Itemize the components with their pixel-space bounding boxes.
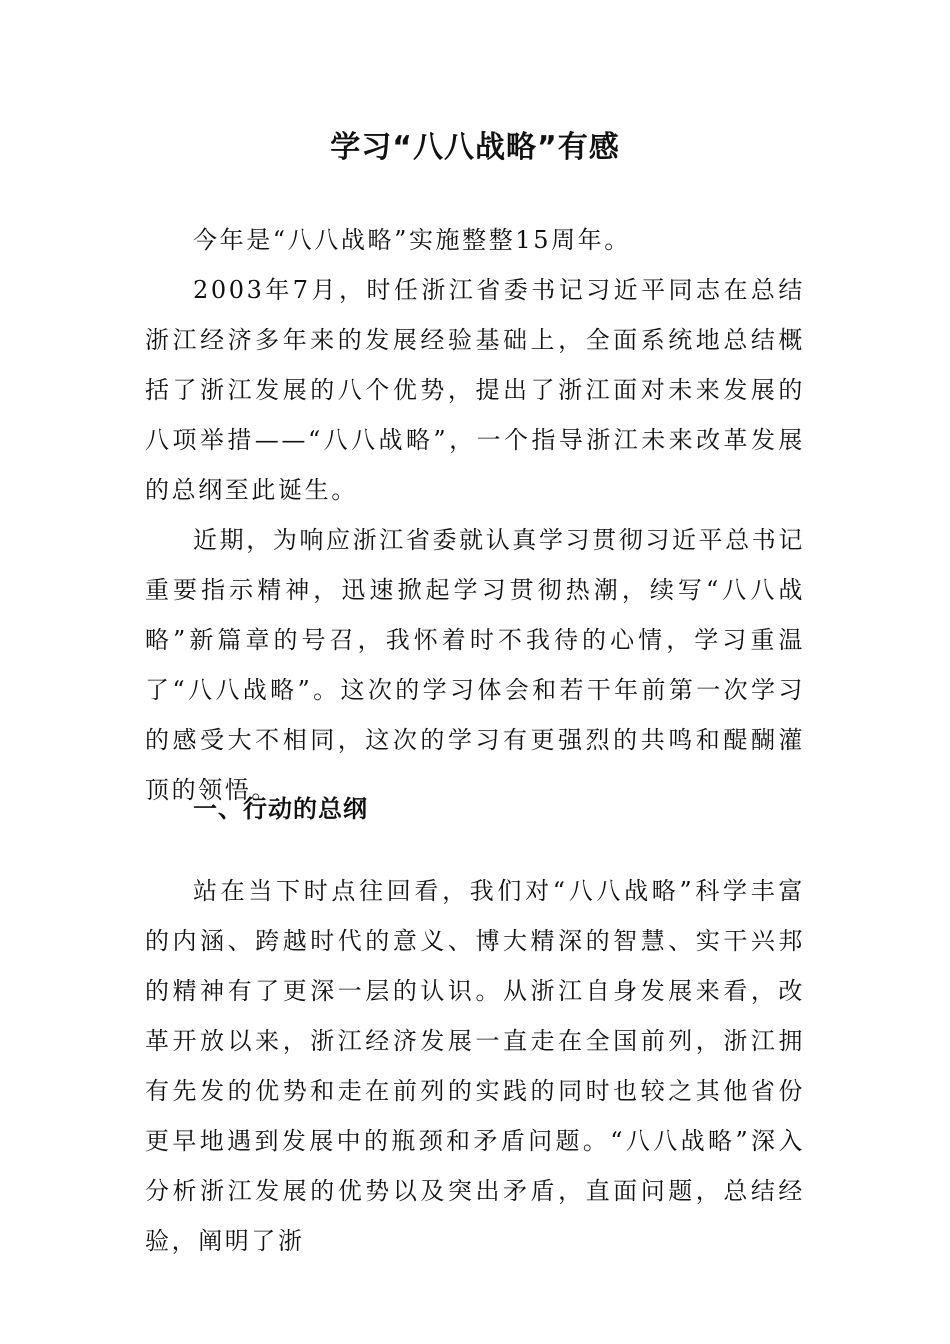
paragraph-anniversary: 今年是“八八战略”实施整整15周年。 (193, 226, 631, 254)
paragraph-section-body: 站在当下时点往回看，我们对“八八战略”科学丰富的内涵、跨越时代的意义、博大精深的智慧、实干兴邦的精神有了更深一层的认识。从浙江自身发展来看，改革开放以来，浙江经济发展一直走在全国前列，浙江拥有先发的优势和走在前列的实践的同时也较之其他省份更早地遇到发展中的瓶颈和矛盾问题。“八八战略”深入分析浙江发展的优势以及突出矛盾，直面问题，总结经验，阐明了浙 (145, 877, 805, 1255)
section-heading: 一、行动的总纲 (193, 795, 368, 823)
document-title: 学习“八八战略”有感 (330, 130, 620, 165)
paragraph-history: 2003年7月，时任浙江省委书记习近平同志在总结浙江经济多年来的发展经验基础上，全面系统地总结概括了浙江发展的八个优势，提出了浙江面对未来发展的八项举措——“八八战略”，一个指导浙江未来改革发展的总纲至此诞生。 (145, 276, 805, 504)
intro-text-block (145, 215, 805, 815)
section-text-block (145, 866, 805, 1266)
paragraph-recent-study: 近期，为响应浙江省委就认真学习贯彻习近平总书记重要指示精神，迅速掀起学习贯彻热潮，续写“八八战略”新篇章的号召，我怀着时不我待的心情，学习重温了“八八战略”。这次的学习体会和若干年前第一次学习的感受大不相同，这次的学习有更强烈的共鸣和醍醐灌顶的领悟。 (145, 526, 805, 804)
